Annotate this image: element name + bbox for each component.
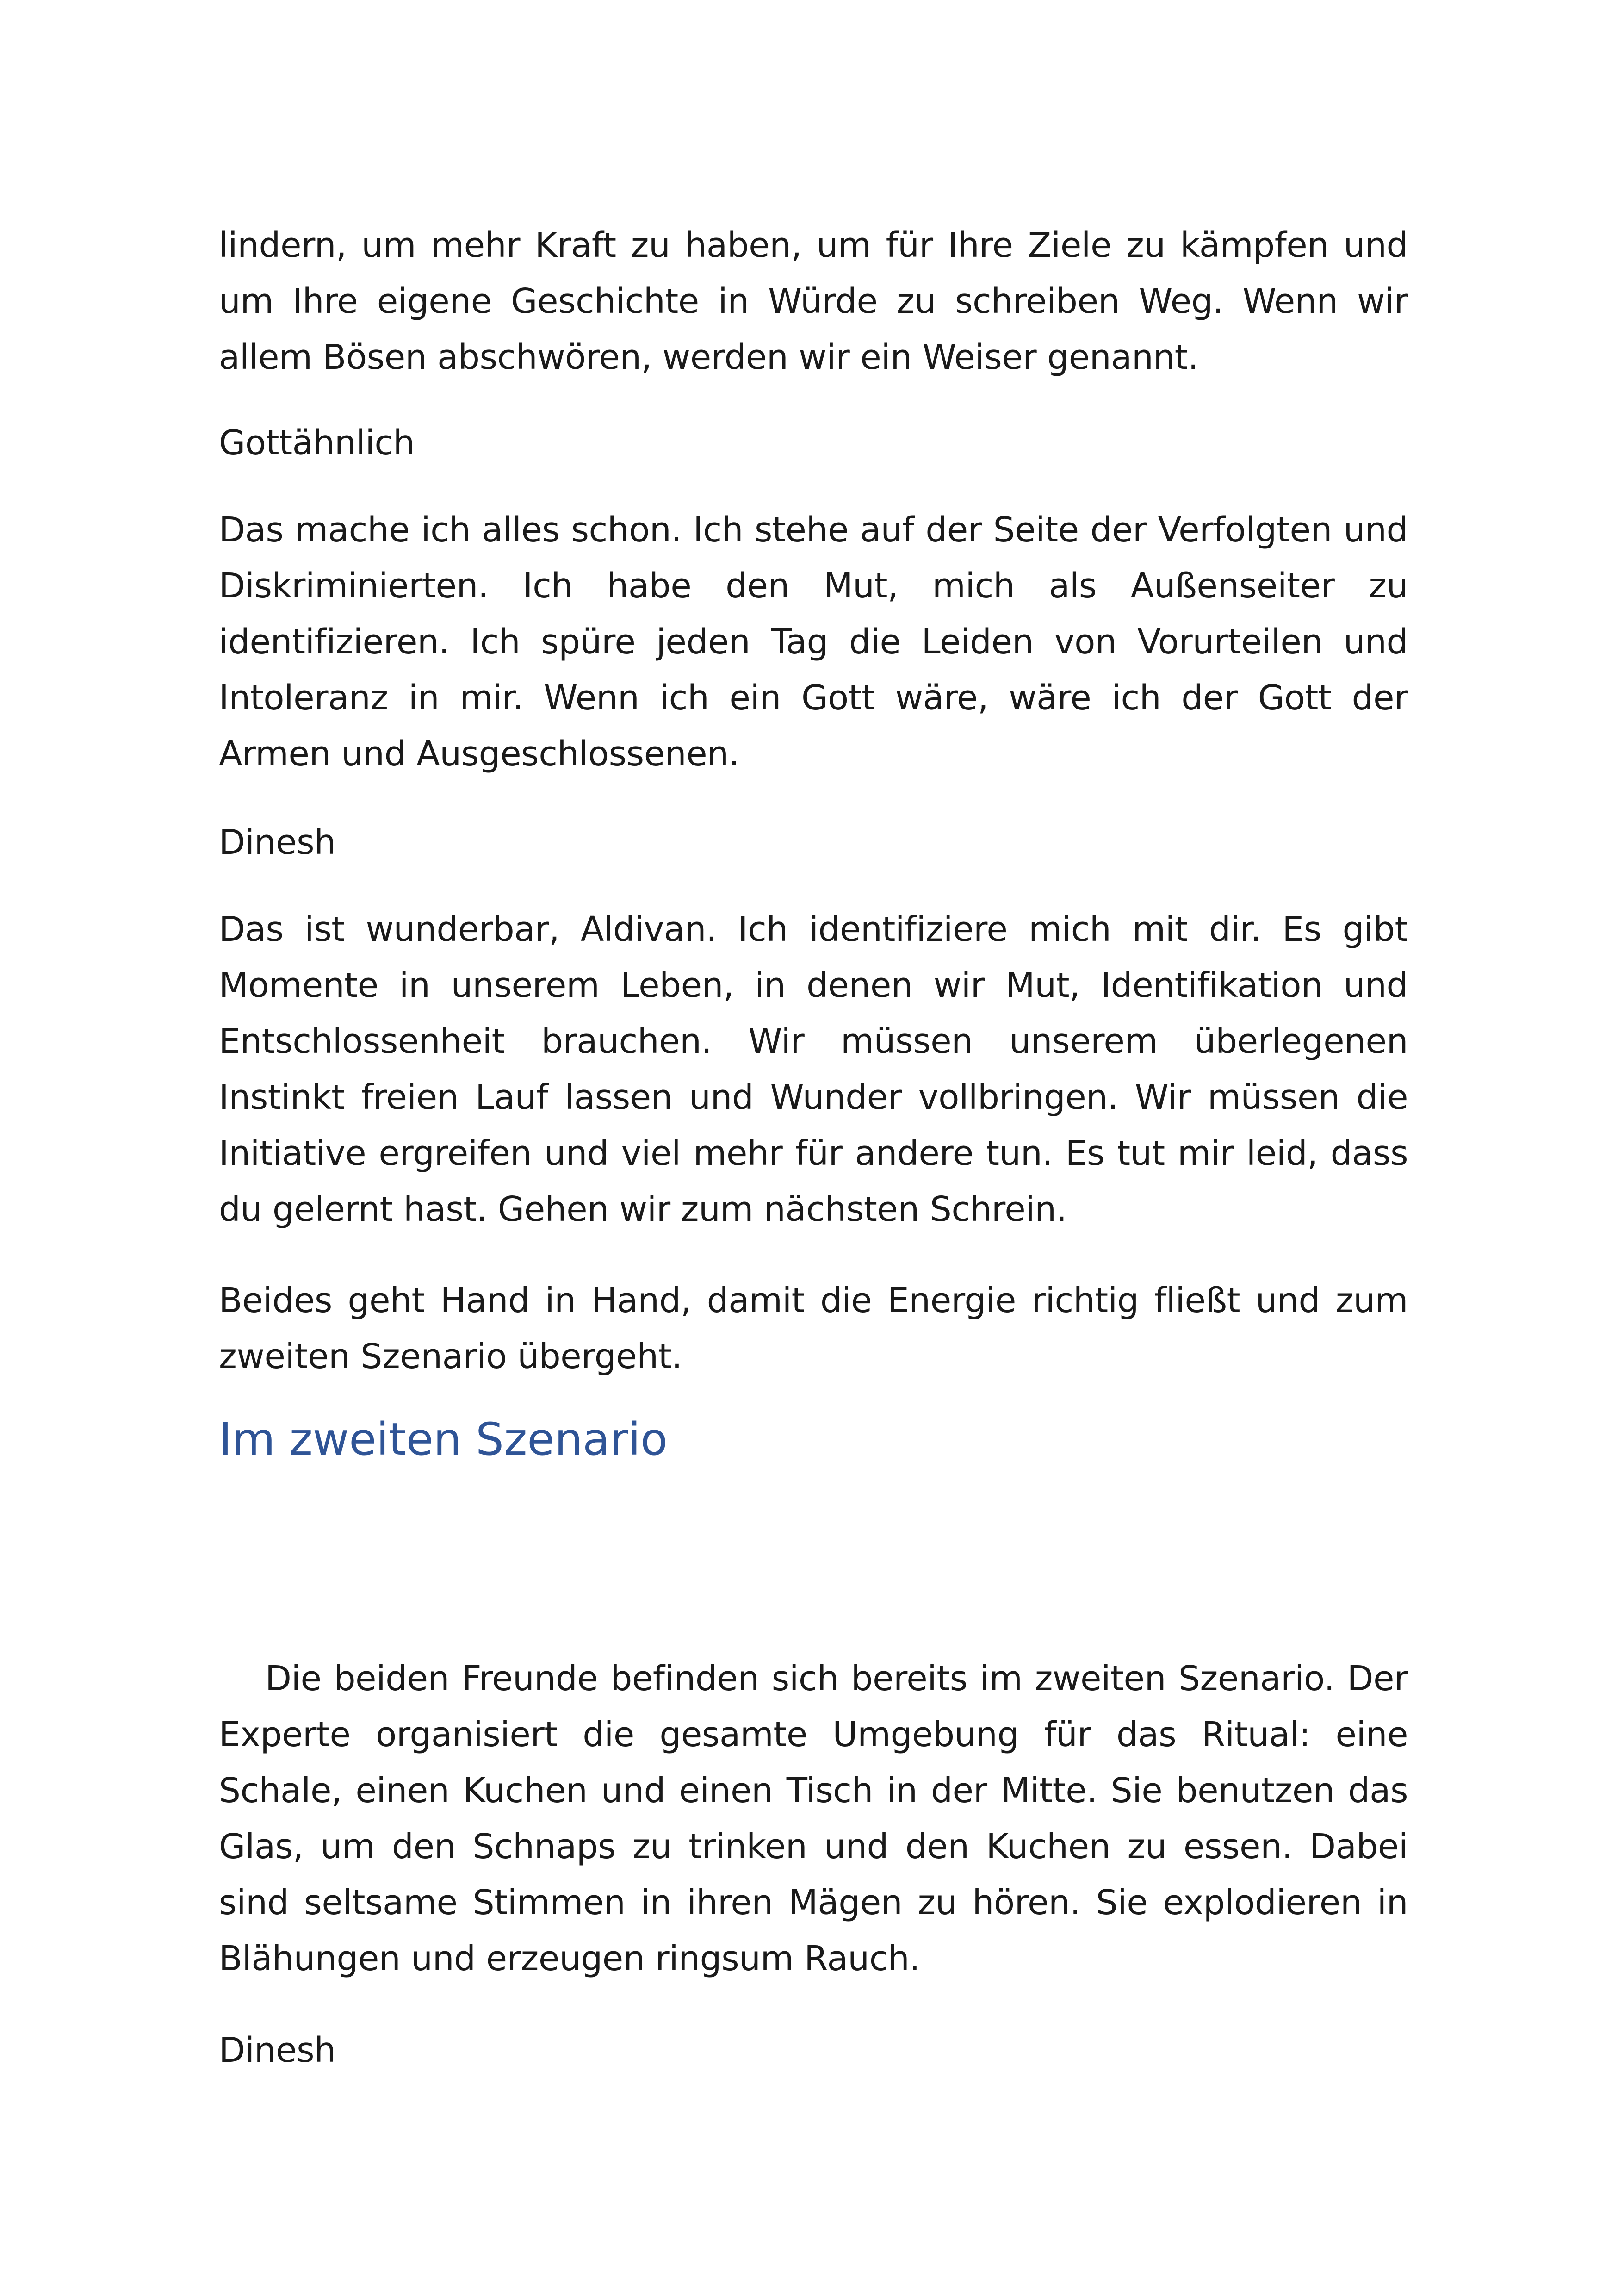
speaker-dinesh-1: Dinesh	[219, 822, 336, 862]
paragraph-die-beiden-freunde: Die beiden Freunde befinden sich bereits im zweiten Szenario. Der Experte organisiert die gesamte Umgebung für das Ritual: eine Schale, einen Kuchen und einen Tisch in der Mitte. Sie benutzen das Glas, um den Schnaps zu trinken und den Kuchen zu essen. Dabei sind seltsame Stimmen in ihren Mägen zu hören. Sie explodieren in Blähungen und erzeugen ringsum Rauch.	[219, 1659, 1408, 1979]
paragraph-das-ist-wunderbar: Das ist wunderbar, Aldivan. Ich identifiziere mich mit dir. Es gibt Momente in unserem Leben, in denen wir Mut, Identifikation und Entschlossenheit brauchen. Wir müssen unserem überlegenen Instinkt freien Lauf lassen und Wunder vollbringen. Wir müssen die Initiative ergreifen und viel mehr für andere tun. Es tut mir leid, dass du gelernt hast. Gehen wir zum nächsten Schrein.	[219, 909, 1408, 1229]
paragraph-beides-geht: Beides geht Hand in Hand, damit die Energie richtig fließt und zum zweiten Szenario übergeht.	[219, 1281, 1408, 1376]
speaker-dinesh-2: Dinesh	[219, 2030, 336, 2070]
paragraph-das-mache-ich: Das mache ich alles schon. Ich stehe auf der Seite der Verfolgten und Diskriminierten. Ich habe den Mut, mich als Außenseiter zu identifizieren. Ich spüre jeden Tag die Leiden von Vorurteilen und Intoleranz in mir. Wenn ich ein Gott wäre, wäre ich der Gott der Armen und Ausgeschlossenen.	[219, 510, 1408, 774]
speaker-gottaehnlich: Gottähnlich	[219, 423, 415, 463]
section-heading: Im zweiten Szenario	[219, 1413, 668, 1465]
paragraph-lindern: lindern, um mehr Kraft zu haben, um für Ihre Ziele zu kämpfen und um Ihre eigene Geschichte in Würde zu schreiben Weg. Wenn wir allem Bösen abschwören, werden wir ein Weiser genannt.	[219, 225, 1408, 377]
